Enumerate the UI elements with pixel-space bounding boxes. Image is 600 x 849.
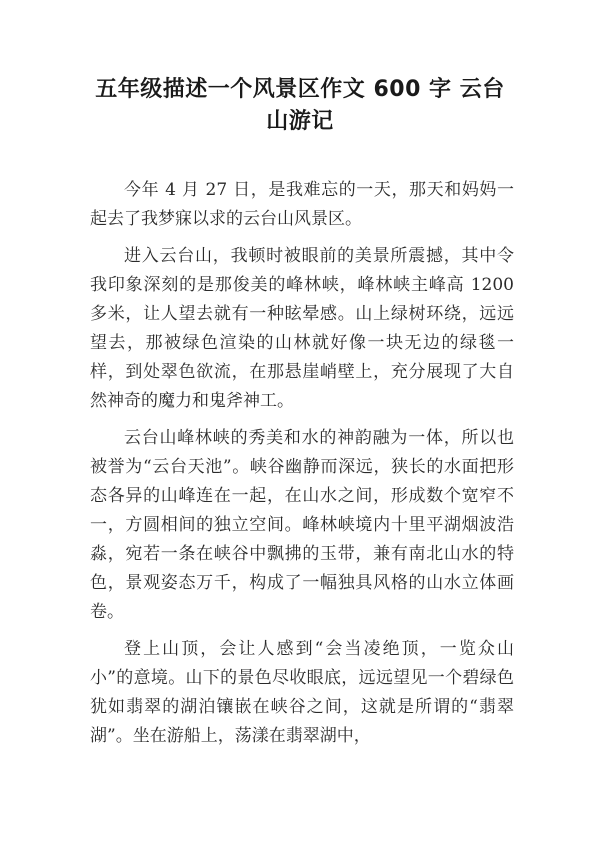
document-title: 五年级描述一个风景区作文 600 字 云台山游记 <box>95 77 505 134</box>
paragraph: 云台山峰林峡的秀美和水的神韵融为一体，所以也被誉为“云台天池”。峡谷幽静而深远，狭长的水面把形态各异的山峰连在一起，在山水之间，形成数个宽窄不一，方圆相间的独立空间。峰林峡境内十里平湖烟波浩淼，宛若一条在峡谷中飘拂的玉带，兼有南北山水的特色，景观姿态万千，构成了一幅独具风格的山水立体画卷。 <box>90 428 514 622</box>
paragraph: 进入云台山，我顿时被眼前的美景所震撼，其中令我印象深刻的是那俊美的峰林峡，峰林峡主峰高 1200 多米，让人望去就有一种眩晕感。山上绿树环绕，远远望去，那被绿色渲染的山林就好像一块无边的绿毯一样，到处翠色欲流，在那悬崖峭壁上，充分展现了大自然神奇的魔力和鬼斧神工。 <box>90 246 514 411</box>
document-body <box>90 176 514 759</box>
paragraph: 登上山顶，会让人感到“会当凌绝顶，一览众山小”的意境。山下的景色尽收眼底，远远望见一个碧绿色犹如翡翠的湖泊镶嵌在峡谷之间，这就是所谓的“翡翠湖”。坐在游船上，荡漾在翡翠湖中， <box>90 639 514 746</box>
paragraph: 今年 4 月 27 日，是我难忘的一天，那天和妈妈一起去了我梦寐以求的云台山风景区。 <box>90 180 514 229</box>
